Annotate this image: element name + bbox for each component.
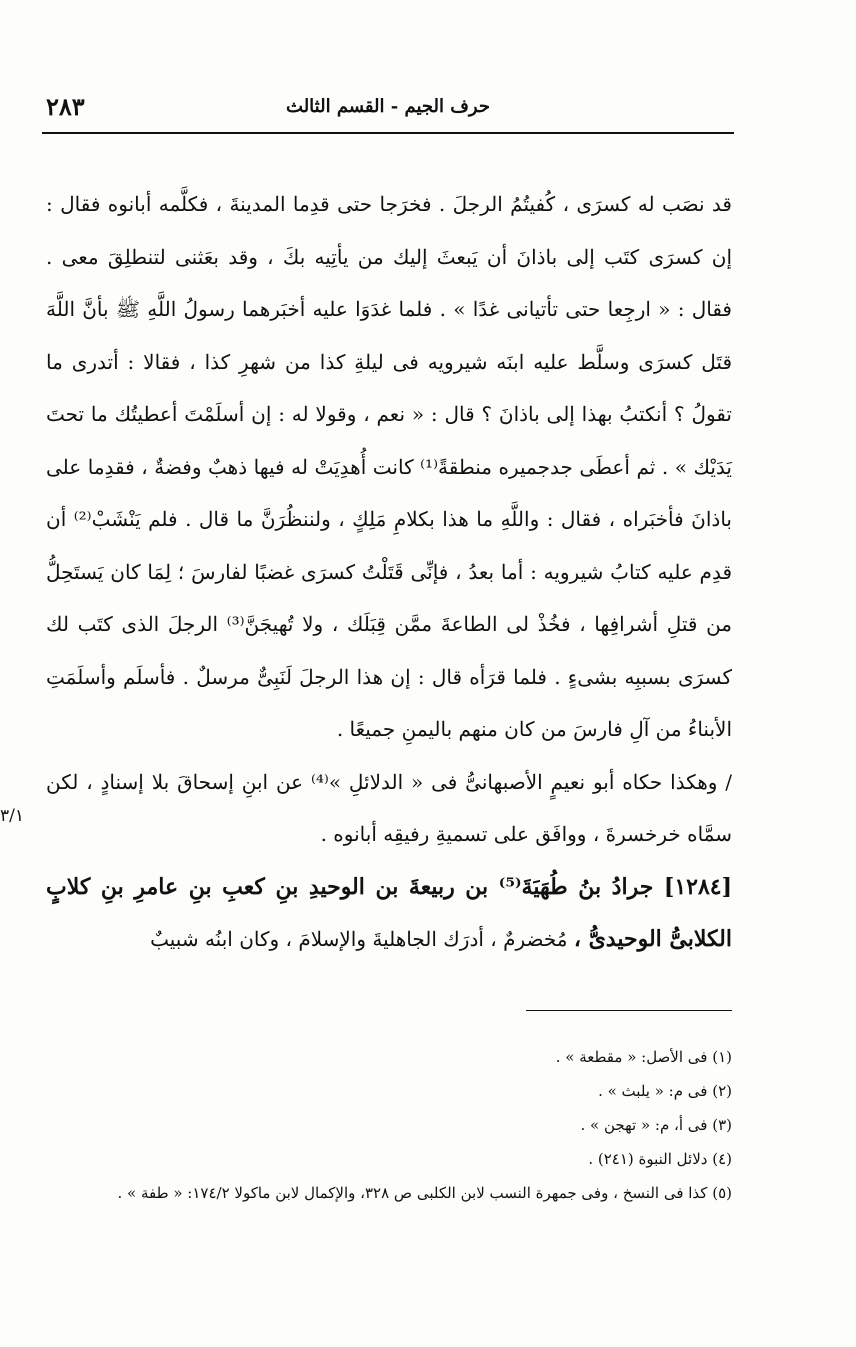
main-text: [46, 178, 732, 966]
footnotes: [46, 1040, 732, 1210]
margin-reference: ٣/١: [0, 806, 24, 826]
page-header: [42, 92, 734, 134]
footnote-divider: [526, 1010, 732, 1011]
entry-heading: [١٢٨٤] جرادُ بنُ طُهَيَةَ⁽⁵⁾ بن ربيعةَ بن الوحيدِ بنِ كعبِ بنِ عامرِ بنِ كلابٍ الكلابىُّ الوحيدىُّ ،: [46, 873, 732, 952]
entry-text: مُخضرمٌ ، أدرَك الجاهليةَ والإسلامَ ، وكان ابنُه شبيبٌ: [150, 927, 568, 951]
paragraph: قد نصَب له كسرَى ، كُفيتُمُ الرجلَ . فخرَجا حتى قدِما المدينةَ ، فكلَّمه أبانوه فقال : إن كسرَى كتَب إلى باذانَ أن يَبعثَ إليك من يأتِيه بكَ ، وقد بعَثنى لتنطلِقَ معى . فقال : « ارجِعا حتى تأتيانى غدًا » . فلما غدَوَا عليه أخبَرهما رسولُ اللَّهِ ﷺ بأنَّ اللَّهَ قتَل كسرَى وسلَّط عليه ابنَه شيرويه فى ليلةِ كذا من شهرِ كذا ، فقالا : أتدرى ما تقولُ ؟ أنكتبُ بهذا إلى باذانَ ؟ قال : « نعم ، وقولا له : إن أسلَمْتَ أعطيتُك ما تحتَ يَدَيْك » . ثم أعطَى جدجميره منطقةً⁽¹⁾ كانت أُهدِيَتْ له فيها ذهبٌ وفضةٌ ، فقدِما على باذانَ فأخبَراه ، فقال : واللَّهِ ما هذا بكلامِ مَلِكٍ ، ولننظُرَنَّ ما قال . فلم يَنْشَبْ⁽²⁾ أن قدِم عليه كتابُ شيرويه : أما بعدُ ، فإنِّى قَتَلْتُ كسرَى غضبًا لفارسَ ؛ لِمَا كان يَستَحِلُّ من قتلِ أشرافِها ، فخُذْ لى الطاعةَ ممَّن قِبَلَك ، ولا تُهيجَنَّ⁽³⁾ الرجلَ الذى كتَب لك كسرَى بسببِه بشىءٍ . فلما قرَأه قال : إن هذا الرجلَ لَنَبِىٌّ مرسلٌ . فأسلَم وأسلَمَتِ الأبناءُ من آلِ فارسَ من كان منهم باليمنِ جميعًا .: [46, 192, 733, 741]
entry-paragraph: [46, 861, 732, 966]
footnote-item: (٢) فى م: « يلبث » .: [598, 1082, 732, 1100]
footnote-item: (٥) كذا فى النسخ ، وفى جمهرة النسب لابن الكلبى ص ٣٢٨، والإكمال لابن ماكولا ١٧٤/٢: « طفة » .: [117, 1184, 732, 1202]
paragraph: / وهكذا حكاه أبو نعيمٍ الأصبهانىُّ فى « الدلائلِ »⁽⁴⁾ عن ابنِ إسحاقَ بلا إسنادٍ ، لكن سمَّاه خرخسرةَ ، ووافَق على تسميةِ رفيقِه أبانوه .: [46, 769, 732, 846]
running-head: حرف الجيم - القسم الثالث: [286, 96, 490, 117]
page-number: ٢٨٣: [46, 92, 85, 121]
footnote-item: (٤) دلائل النبوة (٢٤١) .: [588, 1150, 732, 1168]
footnote-item: (١) فى الأصل: « مقطعة » .: [555, 1048, 732, 1066]
footnote-item: (٣) فى أ، م: « تهجن » .: [580, 1116, 732, 1134]
